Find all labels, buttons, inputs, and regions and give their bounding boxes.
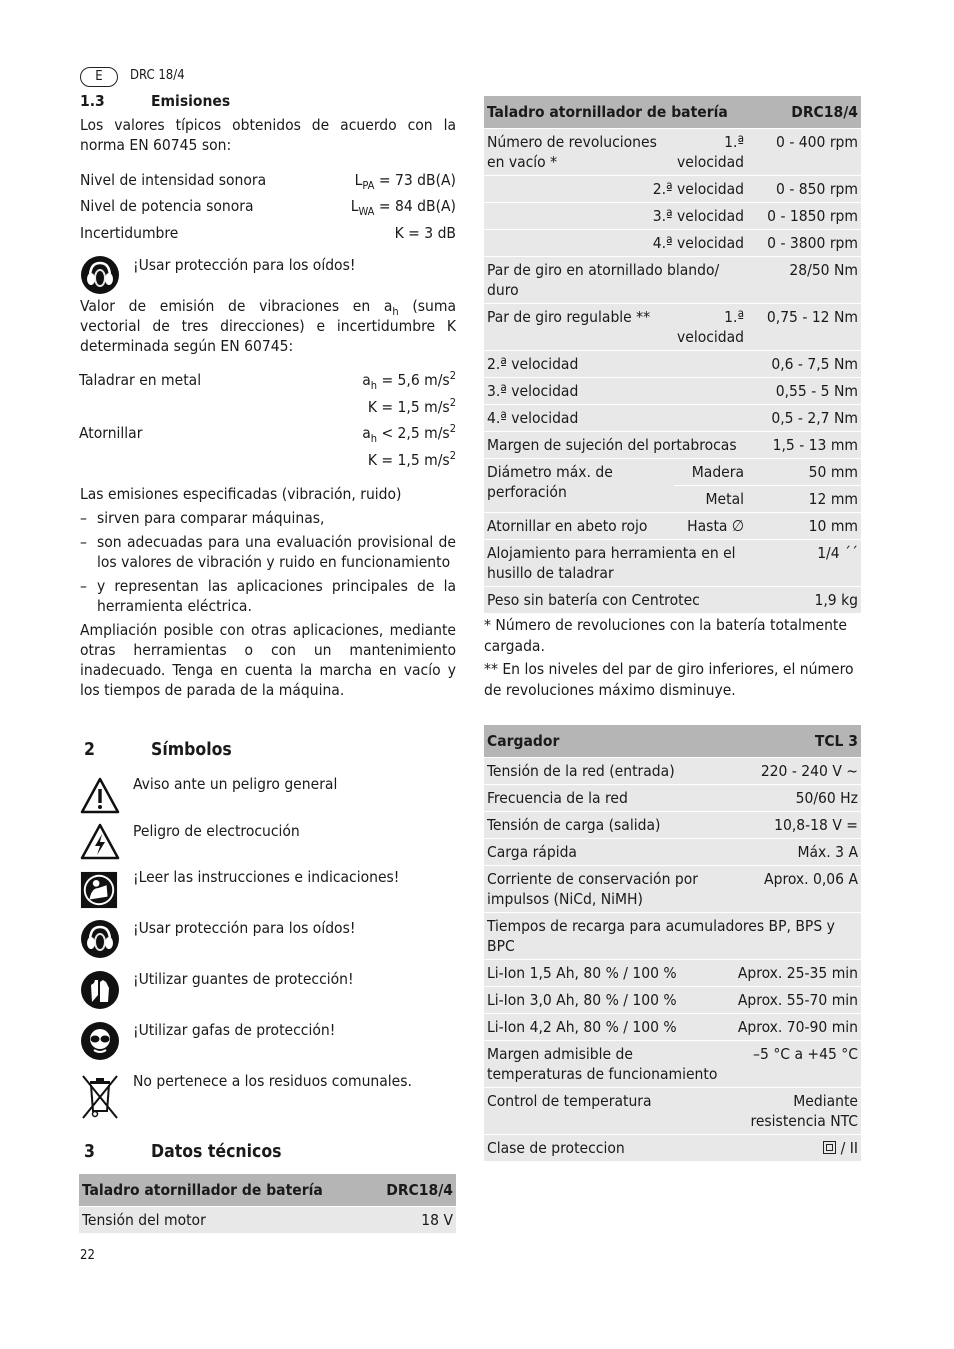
emission-outro: Ampliación posible con otras aplicaciones, mediante otras herramientas o con un mantenimiento inadecuado. Tenga en cuenta la marcha en vacío y los tiempos de parada de la máquina. bbox=[80, 621, 456, 699]
list-item: – y representan las aplicaciones principales de la herramienta eléctrica. bbox=[80, 576, 456, 616]
emission-list: Las emisiones especificadas (vibración, ruido) – sirven para comparar máquinas, – son adecuadas para una evaluación provisional de los valores de vibración y ruido en funcionamiento – y representan las aplicaciones principales de la herramienta eléctrica. Ampliación posible con otras aplicaciones, mediante otras herramientas o con un mantenimiento inadecuado. Tenga en cuenta la marcha en vacío y los tiempos de parada de la máquina. bbox=[80, 484, 456, 700]
table-header: Taladro atornillador de batería DRC18/4 bbox=[484, 96, 861, 129]
ear-protection-text: ¡Usar protección para los oídos! bbox=[133, 256, 356, 274]
table-row: Par de giro en atornillado blando/ duro 28/50 Nm bbox=[484, 257, 861, 304]
emission-intro: Los valores típicos obtenidos de acuerdo con la norma EN 60745 son: bbox=[80, 116, 456, 154]
table-header: Taladro atornillador de batería DRC18/4 bbox=[79, 1174, 456, 1207]
noise-row-power: Nivel de potencia sonora $L_{WA} = 84$ dB(A) bbox=[80, 197, 456, 219]
table-row: Margen admisible de temperaturas de funcionamiento –5 °C a +45 °C bbox=[484, 1041, 861, 1088]
language-badge: E bbox=[80, 67, 118, 87]
symbol-warning-text: Aviso ante un peligro general bbox=[133, 775, 338, 793]
page-number: 22 bbox=[80, 1248, 95, 1263]
warning-icon bbox=[80, 776, 120, 816]
table-row: Atornillar en abeto rojo Hasta ∅ 10 mm bbox=[484, 513, 861, 540]
model-header: DRC 18/4 bbox=[130, 68, 185, 83]
table-header: Cargador TCL 3 bbox=[484, 725, 861, 758]
drill-spec-table bbox=[484, 96, 861, 701]
symbol-electric-text: Peligro de electrocución bbox=[133, 822, 300, 840]
vibration-row-screw: Atornillar $a_h < 2,5$ $m/s^2$ K = 1,5 $m/s^2$ bbox=[79, 421, 456, 469]
noise-row-pressure: Nivel de intensidad sonora $L_{PA} = 73$ dB(A) bbox=[80, 171, 456, 193]
table-row: Frecuencia de la red 50/60 Hz bbox=[484, 785, 861, 812]
symbol-goggles-text: ¡Utilizar gafas de protección! bbox=[133, 1021, 336, 1039]
footnote-torque: ** En los niveles del par de giro inferiores, el número de revoluciones máximo disminuye. bbox=[484, 660, 854, 699]
table-row: Tiempos de recarga para acumuladores BP, BPS y BPC bbox=[484, 913, 861, 960]
table-row: Tensión de la red (entrada) 220 - 240 V ~ bbox=[484, 758, 861, 785]
table-row: Li-Ion 3,0 Ah, 80 % / 100 % Aprox. 55-70 min bbox=[484, 987, 861, 1014]
list-item: – sirven para comparar máquinas, bbox=[80, 508, 456, 528]
noise-row-uncertainty: Incertidumbre K = 3 dB bbox=[80, 224, 456, 242]
double-insulation-icon bbox=[823, 1141, 836, 1154]
gloves-icon bbox=[80, 970, 120, 1010]
symbol-disposal-text: No pertenece a los residuos comunales. bbox=[133, 1072, 412, 1090]
footnote-rpm: * Número de revoluciones con la batería totalmente cargada. bbox=[484, 616, 847, 655]
ear-protection-icon bbox=[80, 255, 120, 295]
table-row: Corriente de conservación por impulsos (NiCd, NiMH) Aprox. 0,06 A bbox=[484, 866, 861, 913]
table-row: Par de giro regulable ** 1.ª velocidad 0,75 - 12 Nm bbox=[484, 304, 861, 351]
electric-hazard-icon bbox=[80, 822, 120, 862]
table-row: Metal 12 mm bbox=[484, 486, 861, 513]
table-row: 4.ª velocidad 0 - 3800 rpm bbox=[484, 230, 861, 257]
section-1-3-heading: 1.3 Emisiones bbox=[80, 92, 231, 110]
table-row: Control de temperatura Mediante resistencia NTC bbox=[484, 1088, 861, 1135]
spec-table-left bbox=[79, 1174, 456, 1234]
table-row: Clase de proteccion / II bbox=[484, 1135, 861, 1162]
table-row: 3.ª velocidad 0,55 - 5 Nm bbox=[484, 378, 861, 405]
table-row: Tensión de carga (salida) 10,8-18 V = bbox=[484, 812, 861, 839]
goggles-icon bbox=[80, 1021, 120, 1061]
symbol-manual-text: ¡Leer las instrucciones e indicaciones! bbox=[133, 868, 400, 886]
table-row: 2.ª velocidad 0,6 - 7,5 Nm bbox=[484, 351, 861, 378]
list-item: – son adecuadas para una evaluación provisional de los valores de vibración y ruido en funcionamiento bbox=[80, 532, 456, 572]
section-3-heading: 3 Datos técnicos bbox=[84, 1142, 282, 1162]
crossed-bin-icon bbox=[80, 1073, 120, 1121]
read-manual-icon bbox=[80, 871, 118, 909]
vibration-row-metal: Taladrar en metal $a_h = 5,6$ $m/s^2$ K = 1,5 $m/s^2$ bbox=[79, 368, 456, 416]
charger-spec-table bbox=[484, 725, 861, 1162]
symbol-ear-text: ¡Usar protección para los oídos! bbox=[133, 919, 356, 937]
table-row: Alojamiento para herramienta en el husillo de taladrar 1/4 ´´ bbox=[484, 540, 861, 587]
vibration-intro: Valor de emisión de vibraciones en $a_h$ (suma vectorial de tres direcciones) e incertidumbre K determinada según EN 60745: bbox=[80, 297, 457, 355]
table-row: Número de revoluciones en vacío * 1.ª velocidad 0 - 400 rpm bbox=[484, 129, 861, 176]
table-row: 2.ª velocidad 0 - 850 rpm bbox=[484, 176, 861, 203]
table-row: Tensión del motor 18 V bbox=[79, 1207, 456, 1234]
table-row: Li-Ion 4,2 Ah, 80 % / 100 % Aprox. 70-90 min bbox=[484, 1014, 861, 1041]
table-row: 3.ª velocidad 0 - 1850 rpm bbox=[484, 203, 861, 230]
table-row: Li-Ion 1,5 Ah, 80 % / 100 % Aprox. 25-35 min bbox=[484, 960, 861, 987]
table-row: 4.ª velocidad 0,5 - 2,7 Nm bbox=[484, 405, 861, 432]
table-row: Diámetro máx. de perforación Madera 50 mm bbox=[484, 459, 861, 486]
table-row: Margen de sujeción del portabrocas 1,5 - 13 mm bbox=[484, 432, 861, 459]
table-row: Peso sin batería con Centrotec 1,9 kg bbox=[484, 587, 861, 614]
ear-protection-icon bbox=[80, 919, 120, 959]
table-row: Carga rápida Máx. 3 A bbox=[484, 839, 861, 866]
section-2-heading: 2 Símbolos bbox=[84, 740, 232, 760]
symbol-gloves-text: ¡Utilizar guantes de protección! bbox=[133, 970, 354, 988]
